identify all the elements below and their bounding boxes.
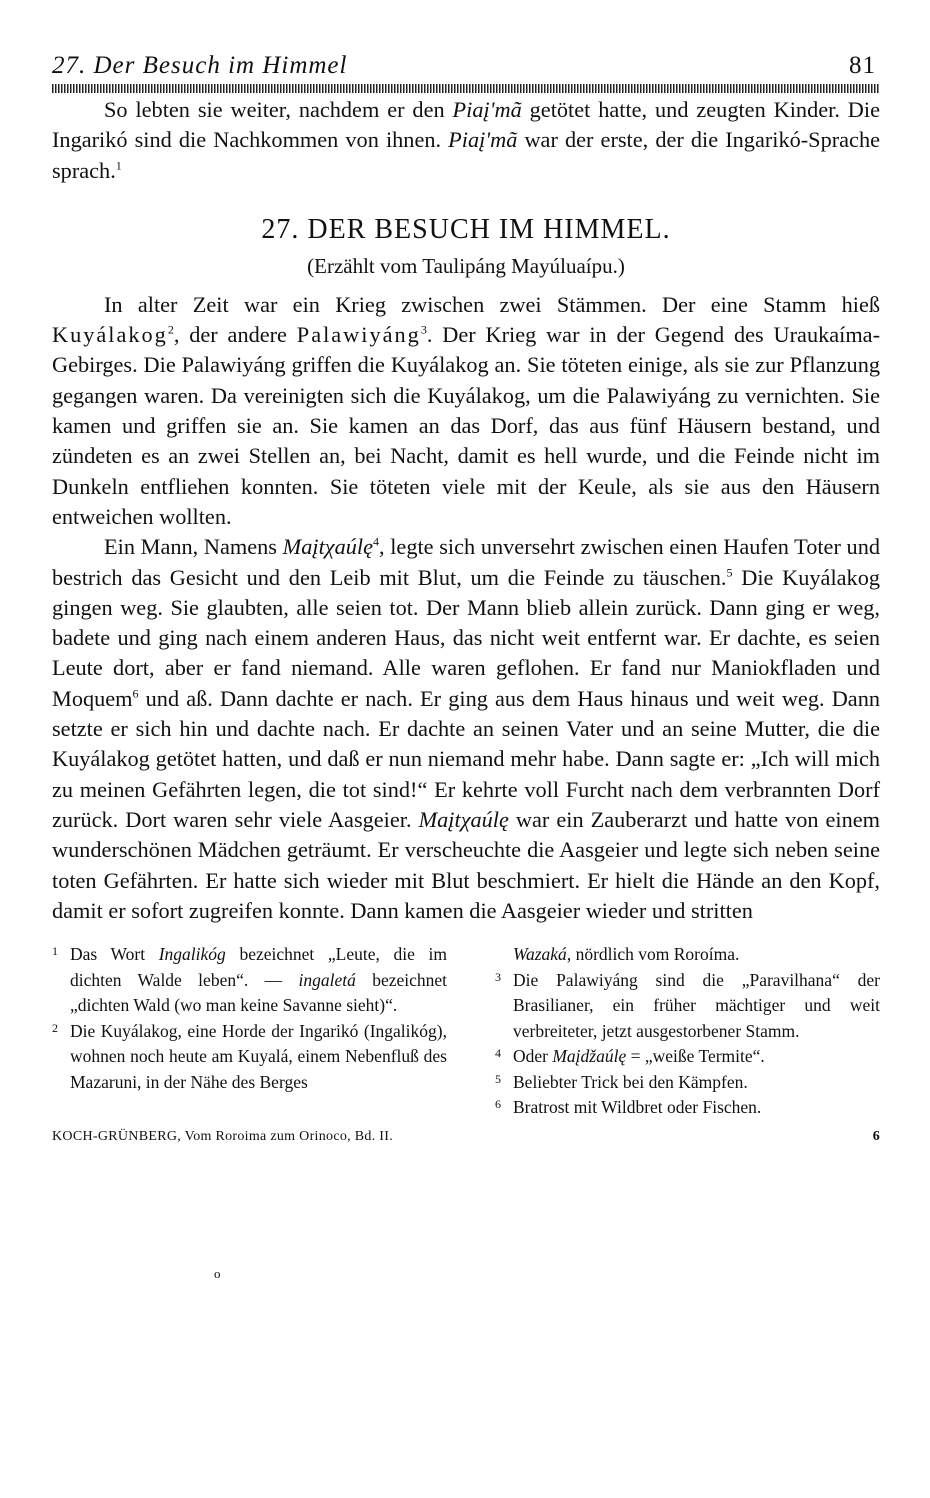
footnote-ref: 2 [167,322,174,337]
running-title: 27. Der Besuch im Himmel [52,52,348,79]
footnotes-right-column [495,942,880,1121]
footnotes [52,942,880,1121]
imprint-line [52,1127,880,1147]
paragraph-1: In alter Zeit war ein Krieg zwischen zwei Stämmen. Der eine Stamm hieß Kuyálakog$^2$, der andere Palawiyáng$^3$. Der Krieg war in der Gegend des Uraukaíma-Gebirges. Die Palawiyáng griffen die Kuyálakog an. Sie töteten einige, als sie zur Pflanzung gegangen waren. Da vereinigten sich die Kuyálakog, um die Palawiyáng zu vernichten. Sie kamen und griffen sie an. Sie kamen an das Dorf, das aus fünf Häusern bestand, und zündeten es an zwei Stellen an, bei Nacht, damit es hell wurde, und die Feinde nicht im Dunkeln entfliehen konnten. Sie töteten viele mit der Keule, als sie aus den Häusern entweichen wollten. [52,291,880,529]
footnote-ref: 4 [372,534,379,549]
header-rule [52,84,880,93]
footnote-1: 1 Das Wort Ingalikóg bezeichnet „Leute, die im dichten Walde leben“. — ingaletá bezeichnet „dichten Wald (wo man keine Savanne sieht)“. [52,944,448,1016]
footnote-ref: 5 [726,565,733,580]
running-header [52,52,880,82]
footnote-5: 5 Beliebter Trick bei den Kämpfen. [495,1071,748,1092]
intro-paragraph: So lebten sie weiter, nachdem er den Piaį'mã getötet hatte, und zeugten Kinder. Die Ingarikó sind die Nachkommen von ihnen. Piaį'mã war der erste, der die Ingarikó-Sprache sprach.$^1$ [52,97,880,183]
chapter-attribution: (Erzählt vom Taulipáng Mayúluaípu.) [307,253,625,278]
footnote-ref: 1 [115,158,122,173]
chapter-title: 27. DER BESUCH IM HIMMEL. [261,213,671,245]
footnote-6: 6 Bratrost mit Wildbret oder Fischen. [495,1097,762,1118]
footnote-2: 2 Die Kuyálakog, eine Horde der Ingarikó (Ingalikóg), wohnen noch heute am Kuyalá, einem Nebenfluß des Mazaruni, in der Nähe des Berges [52,1020,447,1092]
page-number: 81 [849,52,876,79]
footnote-ref: 3 [420,322,427,337]
footnote-2-continued: Wazaká, nördlich vom Roroíma. [513,944,740,965]
footnote-3: 3 Die Palawiyáng sind die „Paravilhana“ der Brasilianer, ein früher mächtiger und weit verbreiteter, jetzt ausgestorbener Stamm. [495,969,880,1041]
imprint-text: KOCH-GRÜNBERG, Vom Roroima zum Orinoco, Bd. II. [52,1128,394,1144]
sheet-signature: 6 [872,1128,880,1144]
printer-mark: o [214,1266,221,1281]
book-page [52,52,880,1147]
paragraph-2: Ein Mann, Namens Maįtχaúlę$^4$, legte sich unversehrt zwischen einen Haufen Toter und bestrich das Gesicht und den Leib mit Blut, um die Feinde zu täuschen.$^5$ Die Kuyálakog gingen weg. Sie glaubten, alle seien tot. Der Mann blieb allein zurück. Dann ging er weg, badete und ging nach einem anderen Haus, das nicht weit entfernt war. Er dachte, es seien Leute dort, aber er fand niemand. Alle waren geflohen. Er fand nur Maniokfladen und Moquem$^6$ und aß. Dann dachte er nach. Er ging aus dem Haus hinaus und weit weg. Dann setzte er sich hin und dachte nach. Er dachte an seinen Vater und an seine Mutter, die die Kuyálakog getötet hatten, und daß er nun niemand mehr habe. Dann sagte er: „Ich will mich zu meinen Gefährten legen, die tot sind!“ Er kehrte voll Furcht nach dem verbrannten Dorf zurück. Dort waren sehr viele Aasgeier. Maįtχaúlę war ein Zauberarzt und hatte von einem wunderschönen Mädchen geträumt. Er verscheuchte die Aasgeier und legte sich neben seine toten Gefährten. Er hatte sich wieder mit Blut beschmiert. Er hielt die Hände an den Kopf, damit er sofort zugreifen konnte. Dann kamen die Aasgeier wieder und stritten [52,534,881,923]
footnote-4: 4 Oder Maįdžaúlę = „weiße Termite“. [495,1046,765,1067]
main-text [52,95,880,926]
footnotes-left-column [52,942,447,1121]
footnote-ref: 6 [132,686,139,701]
